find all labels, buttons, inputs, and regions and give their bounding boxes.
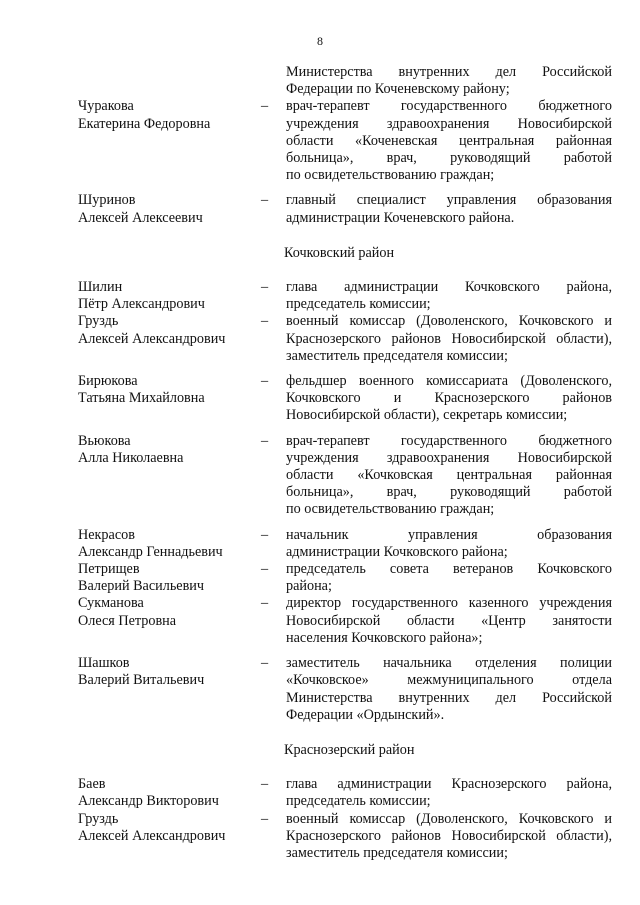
- member-position-line: Федерации по Коченевскому району;: [286, 81, 510, 98]
- member-position-line: Министерства внутренних дел Российской: [286, 64, 612, 80]
- member-name-line: Александр Викторович: [78, 793, 219, 810]
- member-name: [78, 561, 261, 595]
- commission-member-entry: [78, 313, 612, 365]
- member-name: [78, 776, 261, 810]
- member-position: [286, 527, 612, 561]
- member-position-line: глава администрации Краснозерского района,: [286, 776, 612, 793]
- member-position-line: Краснозерского районов Новосибирской области),: [286, 827, 612, 844]
- member-position: [286, 64, 612, 98]
- member-position-line: «Кочковское» межмуниципального отдела: [286, 672, 612, 689]
- member-name: [78, 98, 261, 184]
- dash-separator: –: [261, 279, 269, 296]
- member-position-line: фельдшер военного комиссариата (Доволенского,: [286, 373, 612, 390]
- member-position-line: председатель комиссии;: [286, 296, 431, 313]
- page-number: 8: [317, 34, 323, 48]
- member-name-line: Пётр Александрович: [78, 296, 205, 313]
- member-position: [286, 595, 612, 647]
- member-position-line: заместитель начальника отделения полиции: [286, 655, 612, 672]
- member-name: [78, 595, 261, 647]
- member-name: [78, 279, 261, 313]
- member-name-line: Баев: [78, 776, 106, 793]
- member-name: [78, 373, 261, 425]
- member-position-line: начальник управления образования: [286, 526, 612, 543]
- member-name-line: Груздь: [78, 810, 119, 827]
- member-position-line: военный комиссар (Доволенского, Кочковского и: [286, 810, 612, 827]
- member-name-line: Петрищев: [78, 561, 140, 578]
- member-position: [286, 373, 612, 425]
- member-name-line: Некрасов: [78, 526, 135, 543]
- member-name-line: Алла Николаевна: [78, 449, 184, 466]
- member-position: [286, 313, 612, 365]
- dash-separator: –: [261, 313, 269, 330]
- member-position-line: Краснозерского районов Новосибирской области),: [286, 330, 612, 347]
- member-name-line: Шилин: [78, 279, 123, 296]
- member-position: [286, 811, 612, 863]
- member-name-line: Бирюкова: [78, 373, 138, 390]
- member-name: [78, 313, 261, 365]
- member-name-line: Алексей Александрович: [78, 827, 226, 844]
- member-name: [78, 433, 261, 519]
- member-position: [286, 776, 612, 810]
- member-position-line: врач-терапевт государственного бюджетного: [286, 98, 612, 115]
- commission-member-entry: [78, 64, 612, 98]
- dash-separator: –: [261, 561, 269, 578]
- member-position: [286, 433, 612, 519]
- member-name-line: Сукманова: [78, 595, 144, 612]
- dash-separator: –: [261, 98, 269, 115]
- member-position-line: Министерства внутренних дел Российской: [286, 689, 612, 706]
- member-position: [286, 561, 612, 595]
- dash-separator: –: [261, 432, 269, 449]
- member-position-line: директор государственного казенного учреждения: [286, 595, 612, 612]
- dash-separator: –: [261, 526, 269, 543]
- commission-member-entry: [78, 279, 612, 313]
- member-position-line: области «Коченевская центральная районная: [286, 132, 612, 149]
- commission-member-entry: [78, 561, 612, 595]
- commission-member-entry: [78, 98, 612, 184]
- commission-member-entry: [78, 373, 612, 425]
- section-heading: Кочковский район: [284, 244, 395, 261]
- member-position: [286, 98, 612, 184]
- commission-member-entry: [78, 655, 612, 724]
- member-name: [78, 527, 261, 561]
- member-position-line: заместитель председателя комиссии;: [286, 347, 508, 364]
- dash-separator: –: [261, 655, 269, 672]
- member-name: [78, 192, 261, 226]
- member-position-line: больница», врач, руководящий работой: [286, 150, 612, 167]
- member-position-line: администрации Кочковского района;: [286, 543, 508, 560]
- member-position-line: по освидетельствованию граждан;: [286, 501, 495, 518]
- member-position-line: Новосибирской области), секретарь комиссии;: [286, 407, 568, 424]
- member-name: [78, 64, 261, 98]
- commission-member-entry: [78, 192, 612, 226]
- member-position-line: председатель совета ветеранов Кочковского: [286, 561, 612, 578]
- member-position-line: учреждения здравоохранения Новосибирской: [286, 115, 612, 132]
- member-position-line: главный специалист управления образования: [286, 192, 612, 209]
- member-name-line: Груздь: [78, 313, 119, 330]
- member-name: [78, 655, 261, 724]
- member-name: [78, 811, 261, 863]
- member-name-line: Татьяна Михайловна: [78, 390, 205, 407]
- member-position-line: населения Кочковского района»;: [286, 629, 483, 646]
- member-position-line: военный комиссар (Доволенского, Кочковского и: [286, 313, 612, 330]
- member-name-line: Александр Геннадьевич: [78, 543, 223, 560]
- dash-separator: –: [261, 192, 269, 209]
- member-name-line: Шуринов: [78, 192, 136, 209]
- member-position-line: заместитель председателя комиссии;: [286, 844, 508, 861]
- member-name-line: Чуракова: [78, 98, 134, 115]
- member-position-line: глава администрации Кочковского района,: [286, 279, 612, 296]
- member-position-line: Новосибирской области «Центр занятости: [286, 612, 612, 629]
- member-position-line: Федерации «Ордынский».: [286, 706, 445, 723]
- member-position-line: по освидетельствованию граждан;: [286, 167, 495, 184]
- commission-member-entry: [78, 433, 612, 519]
- dash-separator: –: [261, 373, 269, 390]
- section-heading: Краснозерский район: [284, 741, 415, 758]
- member-position-line: Кочковского и Краснозерского районов: [286, 390, 612, 407]
- member-name-line: Шашков: [78, 655, 130, 672]
- member-position-line: председатель комиссии;: [286, 793, 431, 810]
- commission-member-entry: [78, 811, 612, 863]
- member-position: [286, 655, 612, 724]
- member-name-line: Олеся Петровна: [78, 612, 177, 629]
- member-position-line: района;: [286, 578, 332, 595]
- member-position: [286, 279, 612, 313]
- member-name-line: Валерий Витальевич: [78, 672, 205, 689]
- dash-separator: [261, 64, 286, 98]
- commission-member-entry: [78, 527, 612, 561]
- member-name-line: Екатерина Федоровна: [78, 115, 211, 132]
- dash-separator: –: [261, 810, 269, 827]
- member-name-line: Алексей Александрович: [78, 330, 226, 347]
- dash-separator: –: [261, 776, 269, 793]
- member-position-line: администрации Коченевского района.: [286, 209, 515, 226]
- commission-member-entry: [78, 595, 612, 647]
- member-position-line: врач-терапевт государственного бюджетного: [286, 432, 612, 449]
- member-position-line: области «Кочковская центральная районная: [286, 467, 612, 484]
- member-position-line: больница», врач, руководящий работой: [286, 484, 612, 501]
- dash-separator: –: [261, 595, 269, 612]
- member-name-line: Валерий Васильевич: [78, 578, 205, 595]
- member-position-line: учреждения здравоохранения Новосибирской: [286, 449, 612, 466]
- commission-list: [78, 64, 612, 862]
- member-name-line: Алексей Алексеевич: [78, 209, 203, 226]
- member-position: [286, 192, 612, 226]
- commission-member-entry: [78, 776, 612, 810]
- member-name-line: Вьюкова: [78, 432, 131, 449]
